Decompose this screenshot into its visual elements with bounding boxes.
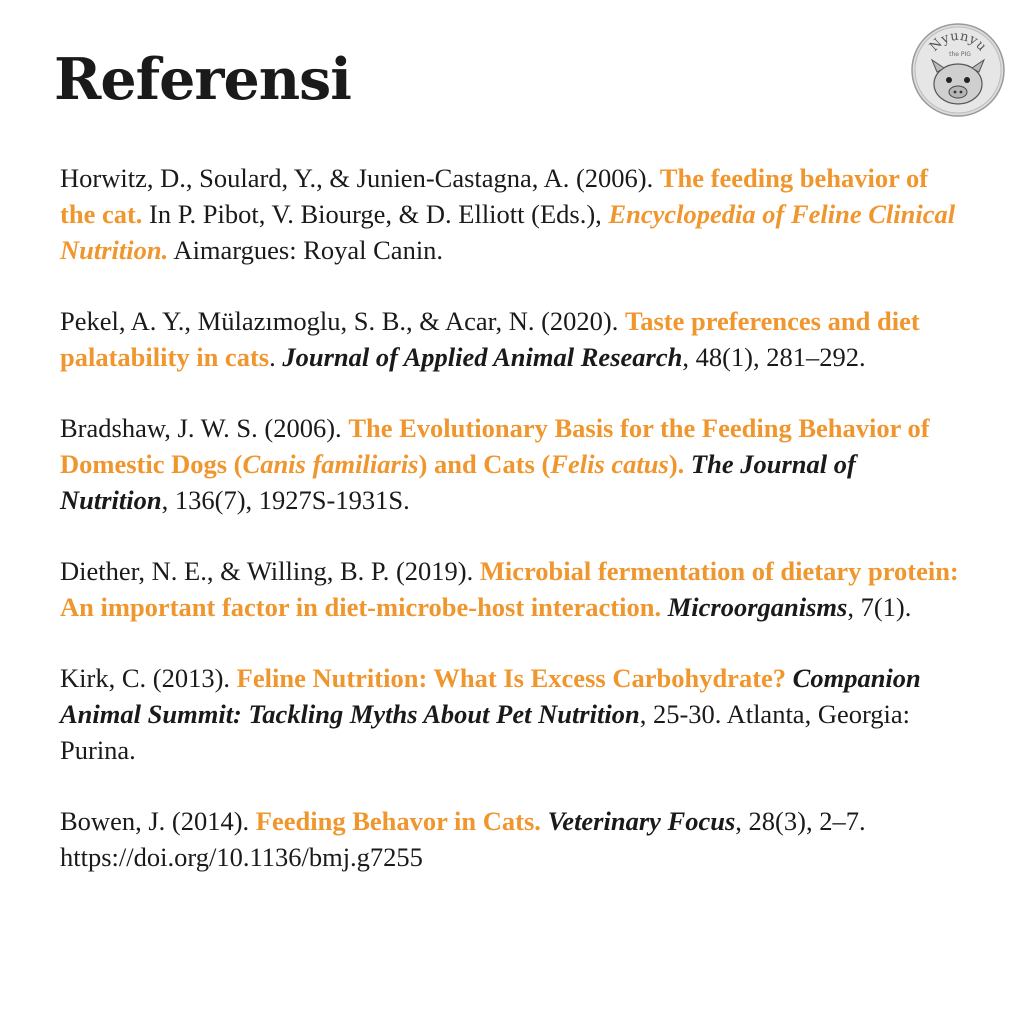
reference-title-link[interactable]: The feeding behavior of the cat. xyxy=(60,163,929,229)
reference-text: , 7(1). xyxy=(847,592,912,622)
pig-logo-icon xyxy=(910,22,1006,118)
logo-name: Nyunyu xyxy=(926,28,990,55)
reference-title-link[interactable]: Feeding Behavor in Cats. xyxy=(255,806,541,836)
reference-text: Kirk, C. (2013). xyxy=(60,663,237,693)
reference-journal: Journal of Applied Animal Research xyxy=(282,342,683,372)
reference-text: , 25-30. Atlanta, Georgia: Purina. xyxy=(60,699,911,765)
logo-sub: the PIG xyxy=(949,51,971,58)
reference-title-link[interactable]: The Evolutionary Basis for the Feeding Behavior of Domestic Dogs ( xyxy=(60,413,930,479)
reference-journal: Veterinary Focus xyxy=(547,806,736,836)
reference-text: . xyxy=(269,342,283,372)
reference-title-link[interactable]: Canis familiaris xyxy=(242,449,419,479)
reference-journal: The Journal of Nutrition xyxy=(60,449,856,515)
reference-text: Aimargues: Royal Canin. xyxy=(168,235,444,265)
reference-item xyxy=(60,553,960,625)
reference-text: Bowen, J. (2014). xyxy=(60,806,256,836)
reference-title-link[interactable]: Encyclopedia of Feline Clinical Nutrition. xyxy=(60,199,956,265)
reference-title-link[interactable]: ) and Cats ( xyxy=(418,449,551,479)
reference-text xyxy=(684,449,691,479)
reference-journal: Companion Animal Summit: Tackling Myths About Pet Nutrition xyxy=(60,663,921,729)
reference-item xyxy=(60,803,960,875)
reference-item xyxy=(60,303,960,375)
reference-text xyxy=(786,663,793,693)
reference-text: , 136(7), 1927S-1931S. xyxy=(161,485,410,515)
reference-text: , 48(1), 281–292. xyxy=(682,342,866,372)
reference-list xyxy=(60,160,960,910)
reference-text: Diether, N. E., & Willing, B. P. (2019). xyxy=(60,556,480,586)
reference-journal: Microorganisms xyxy=(667,592,848,622)
reference-title-link[interactable]: Felis catus xyxy=(550,449,669,479)
reference-title-link[interactable]: Microbial fermentation of dietary protein: An important factor in diet-microbe-host interaction. xyxy=(60,556,959,622)
reference-item xyxy=(60,660,960,768)
reference-text xyxy=(541,806,548,836)
reference-text: Pekel, A. Y., Mülazımoglu, S. B., & Acar, N. (2020). xyxy=(60,306,625,336)
reference-text xyxy=(661,592,668,622)
reference-text: , 28(3), 2–7. https://doi.org/10.1136/bmj.g7255 xyxy=(60,806,866,872)
page-title: Referensi xyxy=(54,46,351,113)
reference-title-link[interactable]: ). xyxy=(668,449,685,479)
reference-title-link[interactable]: Feline Nutrition: What Is Excess Carbohydrate? xyxy=(236,663,787,693)
reference-item xyxy=(60,410,960,518)
reference-text: Bradshaw, J. W. S. (2006). xyxy=(60,413,349,443)
reference-text: Horwitz, D., Soulard, Y., & Junien-Castagna, A. (2006). xyxy=(60,163,660,193)
reference-title-link[interactable]: Taste preferences and diet palatability in cats xyxy=(60,306,920,372)
reference-item xyxy=(60,160,960,268)
reference-text: In P. Pibot, V. Biourge, & D. Elliott (Eds.), xyxy=(142,199,609,229)
